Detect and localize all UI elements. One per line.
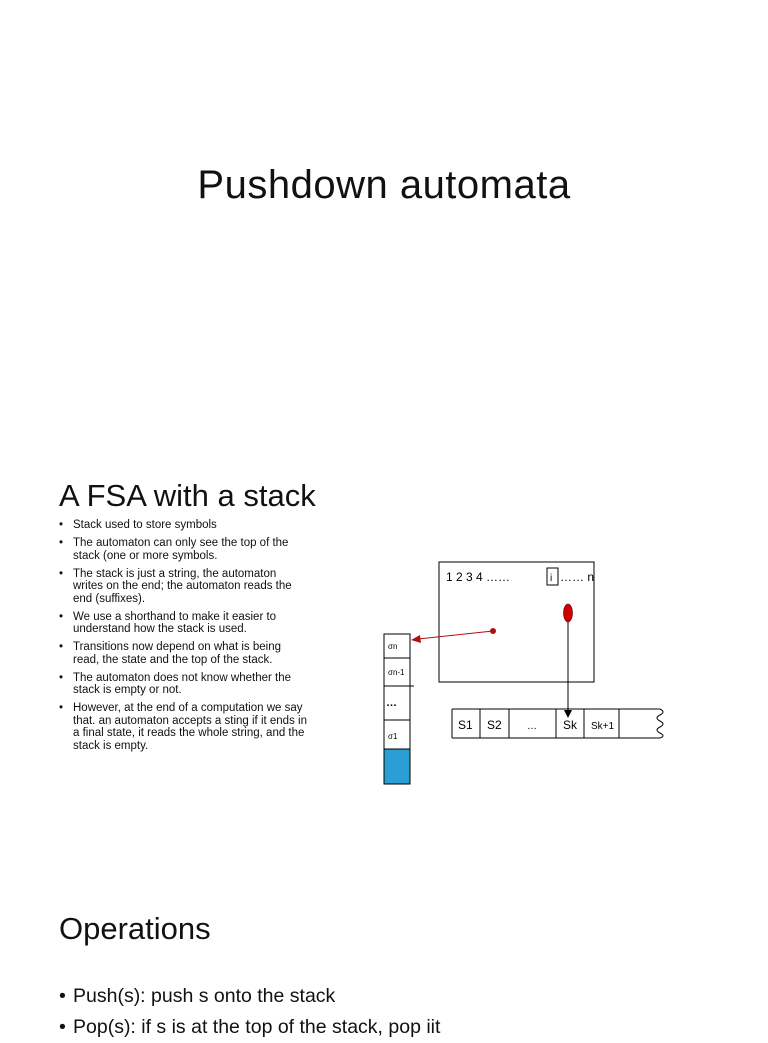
operation-item: • Pop(s): if s is at the top of the stack, pop iit bbox=[59, 1012, 440, 1043]
stack-cell-label: σn bbox=[388, 642, 398, 651]
bullet-item: • Stack used to store symbols bbox=[59, 519, 309, 532]
tape-cell-label: Sk bbox=[563, 718, 578, 732]
stack-cell-label: σn-1 bbox=[388, 668, 405, 677]
read-head-icon bbox=[564, 604, 573, 622]
bullet-item: • We use a shorthand to make it easier to understand how the stack is used. bbox=[59, 611, 309, 636]
bullet-item: • The automaton can only see the top of the stack (one or more symbols. bbox=[59, 537, 309, 562]
bullet-item: • The stack is just a string, the automaton writes on the end; the automaton reads the end (suffixes). bbox=[59, 568, 309, 606]
tape-cell-label: S2 bbox=[487, 718, 502, 732]
tape-positions-label: 1 2 3 4 …… bbox=[446, 570, 511, 584]
section-title-fsa: A FSA with a stack bbox=[59, 478, 316, 513]
input-tape bbox=[452, 709, 663, 738]
bullet-item: • The automaton does not know whether the stack is empty or not. bbox=[59, 672, 309, 697]
stack-bottom-fill bbox=[385, 750, 410, 784]
bullet-item: • However, at the end of a computation we say that. an automaton accepts a sting if it ends in a final state, it reads the whole string, and the stack is empty. bbox=[59, 702, 309, 752]
tape-cell-label: … bbox=[527, 721, 537, 732]
tape-positions-end-label: …… n bbox=[560, 570, 595, 584]
tape-cell-label: S1 bbox=[458, 718, 473, 732]
slide-title: Pushdown automata bbox=[197, 163, 571, 207]
head-arrowhead bbox=[564, 710, 572, 718]
bullet-item: • Transitions now depend on what is being read, the state and the top of the stack. bbox=[59, 641, 309, 666]
operation-item: • Push(s): push s onto the stack bbox=[59, 981, 440, 1012]
stack-cell-label: … bbox=[386, 697, 397, 709]
operations-list bbox=[59, 981, 440, 1043]
tape-continues-icon bbox=[657, 709, 663, 738]
tape-cell-label: Sk+1 bbox=[591, 721, 615, 732]
section-title-operations: Operations bbox=[59, 911, 211, 946]
stack-pointer-arrowhead bbox=[411, 635, 421, 643]
current-position-label: i bbox=[550, 573, 553, 584]
stack bbox=[384, 634, 414, 784]
stack-cell-label: σ1 bbox=[388, 732, 398, 741]
